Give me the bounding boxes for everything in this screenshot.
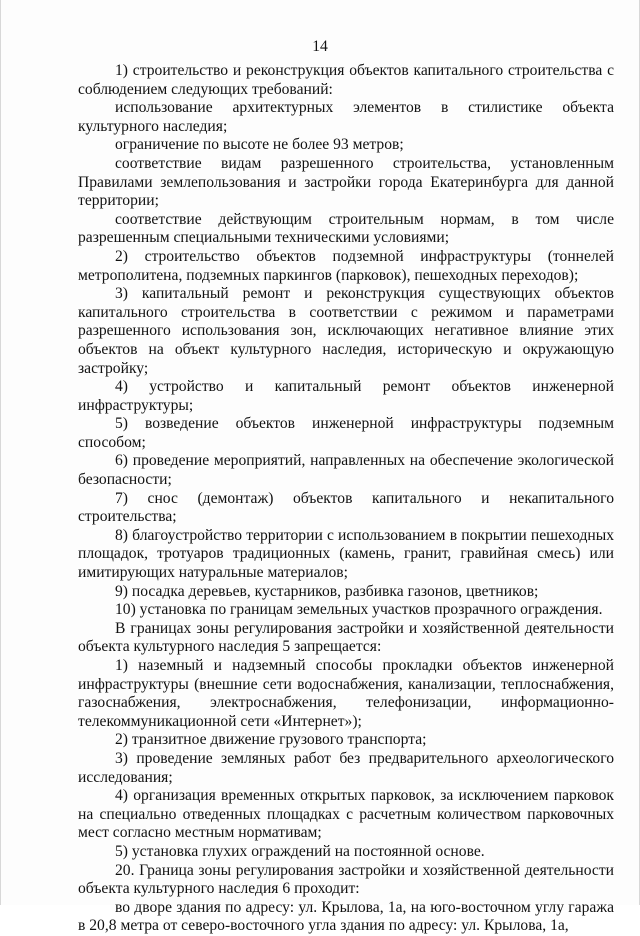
page-number: 14 bbox=[312, 38, 328, 55]
paragraph: В границах зоны регулирования застройки и хозяйственной деятельности объекта культурного наследия 5 запрещается: bbox=[78, 619, 614, 656]
paragraph: 5) установка глухих ограждений на постоянной основе. bbox=[115, 842, 485, 860]
paragraph: 6) проведение мероприятий, направленных на обеспечение экологической безопасности; bbox=[78, 452, 614, 489]
paragraph: 5) возведение объектов инженерной инфраструктуры подземным способом; bbox=[78, 415, 614, 451]
paragraph: 2) транзитное движение грузового транспорта; bbox=[115, 731, 427, 749]
paragraph: 10) установка по границам земельных участков прозрачного ограждения. bbox=[115, 601, 603, 619]
paragraph: соответствие действующим строительным нормам, в том числе разрешенным специальными техническими условиями; bbox=[78, 210, 614, 247]
paragraph: использование архитектурных элементов в стилистике объекта культурного наследия; bbox=[78, 99, 614, 135]
document-body bbox=[78, 62, 614, 936]
paragraph: 7) снос (демонтаж) объектов капитального и некапитального строительства; bbox=[78, 489, 614, 526]
paragraph: соответствие видам разрешенного строительства, установленным Правилами землепользования и застройки города Екатеринбурга для данной территории; bbox=[78, 154, 614, 210]
paragraph: 8) благоустройство территории с использованием в покрытии пешеходных площадок, тротуаров традиционных (камень, гранит, гравийная смесь) или имитирующих натуральные материалов; bbox=[78, 526, 614, 582]
page-edge-left bbox=[0, 0, 1, 905]
paragraph: 4) устройство и капитальный ремонт объектов инженерной инфраструктуры; bbox=[78, 378, 614, 414]
paragraph: 1) строительство и реконструкция объектов капитального строительства с соблюдением следующих требований: bbox=[78, 62, 614, 98]
paragraph: 3) капитальный ремонт и реконструкция существующих объектов капитального строительства в соответствии с режимом и параметрами разрешенного использования зон, исключающих негативное влияние этих объектов на объект культурного наследия, историческую и окружающую застройку; bbox=[78, 285, 614, 377]
paragraph: ограничение по высоте не более 93 метров; bbox=[115, 136, 404, 154]
paragraph: 2) строительство объектов подземной инфраструктуры (тоннелей метрополитена, подземных паркингов (парковок), пешеходных переходов); bbox=[78, 247, 614, 284]
paragraph: 9) посадка деревьев, кустарников, разбивка газонов, цветников; bbox=[115, 582, 539, 600]
paragraph: 1) наземный и надземный способы прокладки объектов инженерной инфраструктуры (внешние сети водоснабжения, канализации, теплоснабжения, газоснабжения, электроснабжения, телефонизации, информационно-телекоммуникационной сети «Интернет»); bbox=[78, 657, 614, 730]
paragraph: 20. Граница зоны регулирования застройки и хозяйственной деятельности объекта культурного наследия 6 проходит: bbox=[78, 861, 614, 898]
paragraph: 4) организация временных открытых парковок, за исключением парковок на специально отведенных площадках с расчетным количеством парковочных мест согласно местным нормативам; bbox=[78, 787, 614, 842]
paragraph: во дворе здания по адресу: ул. Крылова, 1а, на юго-восточном углу гаража в 20,8 метра от северо-восточного угла здания по адресу: ул. Крылова, 1а, bbox=[78, 898, 614, 935]
paragraph: 3) проведение земляных работ без предварительного археологического исследования; bbox=[78, 749, 614, 786]
